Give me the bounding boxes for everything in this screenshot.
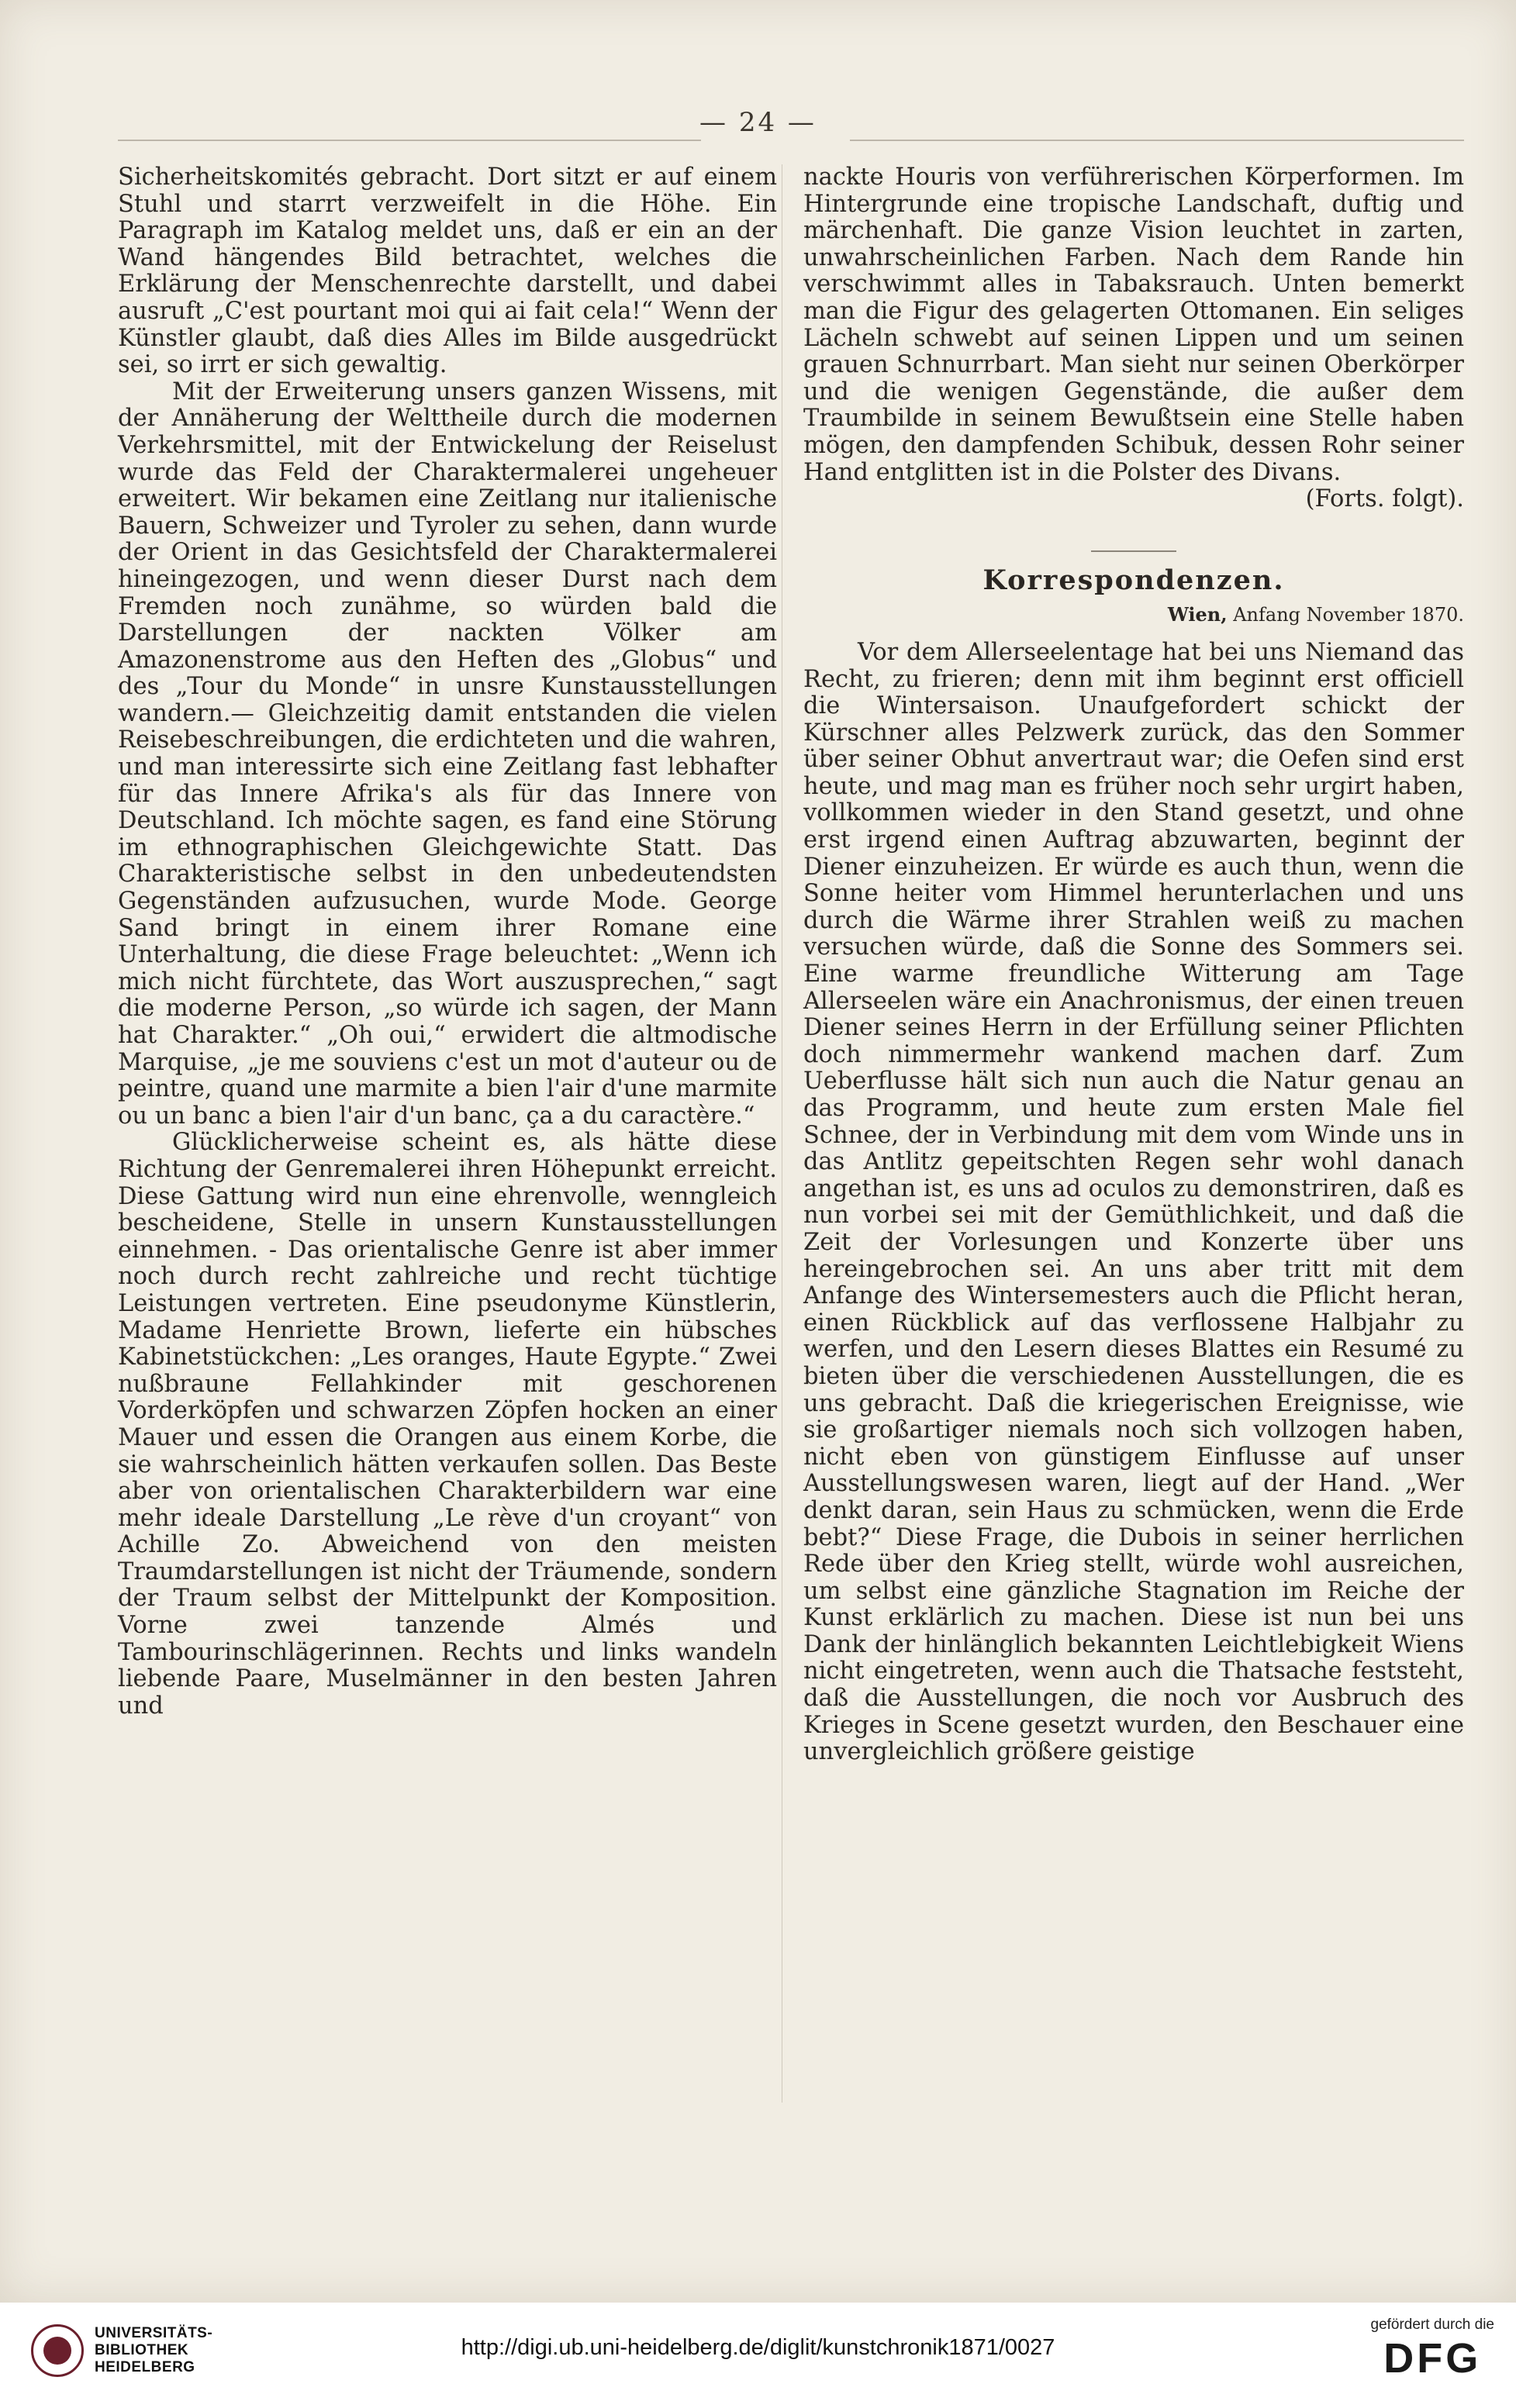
right-paragraph-1: Vor dem Allerseelentage hat bei uns Niemand das Recht, zu frieren; denn mit ihm beginnt erst officiell die Wintersaison. Unaufgefordert schickt der Kürschner alles Pelzwerk zurück, das den Sommer über seiner Obhut anvertraut war; die Oefen sind erst heute, und mag man es früher noch sehr urgirt haben, vollkommen wieder in den Stand gesetzt, und ohne erst irgend einen Auftrag abzuwarten, beginnt der Diener einzuheizen. Er würde es auch thun, wenn die Sonne heiter vom Himmel herunterlachen und uns durch die Wärme ihrer Strahlen weiß zu machen versuchen würde, daß die Sonne des Sommers sei. Eine warme freundliche Witterung am Tage Allerseelen wäre ein Anachronismus, der einen treuen Diener seines Herrn in der Erfüllung seiner Pflichten doch nimmermehr wankend machen darf. Zum Ueberflusse hält sich nun auch die Natur genau an das Programm, und heute zum ersten Male fiel Schnee, der in Verbindung mit dem vom Winde uns in das Antlitz gepeitschten Regen sehr wohl danach angethan ist, es uns ad oculos zu demonstriren, daß es nun vorbei sei mit der Gemüthlichkeit, und daß die Zeit der Vorlesungen und Konzerte über uns hereingebrochen sei. An uns aber tritt mit dem Anfange des Wintersemesters auch die Pflicht heran, einen Rückblick auf das verflossene Halbjahr zu werfen, und den Lesern dieses Blattes ein Resumé zu bieten über die verschiedenen Ausstellungen, die es uns gebracht. Daß die kriegerischen Ereignisse, wie sie großartiger niemals noch sich vollzogen haben, nicht eben von günstigem Einflusse auf unser Ausstellungswesen waren, liegt auf der Hand. „Wer denkt daran, sein Haus zu schmücken, wenn die Erde bebt?“ Diese Frage, die Dubois in seiner herrlichen Rede über den Krieg stellt, würde wohl ausreichen, um selbst eine gänzliche Stagnation im Reiche der Kunst erklärlich zu machen. Diese ist nun bei uns Dank der hinlänglich bekannten Leichtlebigkeit Wiens nicht eingetreten, wenn auch die Thatsache feststeht, daß die Ausstellungen, die noch vor Ausbruch des Krieges in Scene gesetzt wurden, den Beschauer eine unvergleichlich größere geistige	[803, 638, 1464, 1766]
library-name-line2: BIBLIOTHEK	[95, 2342, 189, 2358]
funder-caption: gefördert durch die	[1370, 2317, 1494, 2333]
dateline-date: Anfang November 1870.	[1233, 604, 1464, 626]
continued-note: (Forts. folgt).	[1305, 485, 1464, 513]
left-paragraph-1: Sicherheitskomités gebracht. Dort sitzt er auf einem Stuhl und starrt verzweifelt in die Höhe. Ein Paragraph im Katalog meldet uns, daß er ein an der Wand hängendes Bild betrachtet, welches die Erklärung der Menschenrechte darstellt, und dabei ausruft „C'est pourtant moi qui ai fait cela!“ Wenn der Künstler glaubt, daß dies Alles im Bilde ausgedrückt sei, so irrt er sich gewaltig.	[118, 164, 777, 379]
header-rule-right	[850, 140, 1464, 141]
left-column	[118, 164, 777, 1720]
page-number: — 24 —	[699, 107, 817, 138]
left-paragraph-3: Glücklicherweise scheint es, als hätte diese Richtung der Genremalerei ihren Höhepunkt erreicht. Diese Gattung wird nun eine ehrenvolle, wenngleich bescheidene, Stelle in unsern Kunstausstellungen einnehmen. - Das orientalische Genre ist aber immer noch durch recht zahlreiche und recht tüchtige Leistungen vertreten. Eine pseudonyme Künstlerin, Madame Henriette Brown, lieferte ein hübsches Kabinetstückchen: „Les oranges, Haute Egypte.“ Zwei nußbraune Fellahkinder mit geschorenen Vorderköpfen und schwarzen Zöpfen hocken an einer Mauer und essen die Orangen aus einem Korbe, die sie wahrscheinlich hätten verkaufen sollen. Das Beste aber von orientalischen Charakterbildern war eine mehr ideale Darstellung „Le rève d'un croyant“ von Achille Zo. Abweichend von den meisten Traumdarstellungen ist nicht der Träumende, sondern der Traum selbst der Mittelpunkt der Komposition. Vorne zwei tanzende Almés und Tambourinschlägerinnen. Rechts und links wandeln liebende Paare, Muselmänner in den besten Jahren und	[118, 1129, 777, 1720]
funder-logo[interactable]	[1371, 2317, 1495, 2383]
dfg-logo-icon: DFG	[1383, 2335, 1482, 2382]
library-name-line3: HEIDELBERG	[95, 2359, 195, 2375]
right-intro-paragraph: nackte Houris von verführerischen Körperformen. Im Hintergrunde eine tropische Landschaft, duftig und märchenhaft. Die ganze Vision leuchtet in zarten, unwahrscheinlichen Farben. Nach dem Rande hin verschwimmt alles in Tabaksrauch. Unten bemerkt man die Figur des gelagerten Ottomanen. Ein seliges Lächeln schwebt auf seinen Lippen und um seinen grauen Schnurrbart. Man sieht nur seinen Oberkörper und die wenigen Gegenstände, die außer dem Traumbilde in seinem Bewußtsein eine Stelle haben mögen, den dampfenden Schibuk, dessen Rohr seiner Hand entglitten ist in die Polster des Divans.	[803, 164, 1464, 486]
dateline	[803, 602, 1464, 629]
dateline-place: Wien,	[1167, 603, 1228, 626]
section-separator	[1091, 550, 1176, 552]
library-name-line1: UNIVERSITÄTS-	[95, 2325, 213, 2341]
permalink-url[interactable]: http://digi.ub.uni-heidelberg.de/diglit/kunstchronik1871/0027	[461, 2335, 1055, 2360]
right-column	[803, 164, 1464, 1766]
left-paragraph-2: Mit der Erweiterung unsers ganzen Wissens, mit der Annäherung der Welttheile durch die modernen Verkehrsmittel, mit der Entwickelung der Reiselust wurde das Feld der Charaktermalerei ungeheuer erweitert. Wir bekamen eine Zeitlang nur italienische Bauern, Schweizer und Tyroler zu sehen, dann wurde der Orient in das Gesichtsfeld der Charaktermalerei hineingezogen, und wenn dieser Durst nach dem Fremden noch zunähme, so würden bald die Darstellungen der nackten Völker am Amazonenstrome aus den Heften des „Globus“ und des „Tour du Monde“ in unsre Kunstausstellungen wandern.— Gleichzeitig damit entstanden die vielen Reisebeschreibungen, die erdichteten und die wahren, und man interessirte sich eine Zeitlang fast lebhafter für das Innere Afrika's als für das Innere von Deutschland. Ich möchte sagen, es fand eine Störung im ethnographischen Gleichgewichte Statt. Das Charakteristische selbst in den unbedeutendsten Gegenständen aufzusuchen, wurde Mode. George Sand bringt in einem ihrer Romane eine Unterhaltung, die diese Frage beleuchtet: „Wenn ich mich nicht fürchtete, das Wort auszusprechen,“ sagt die moderne Person, „so würde ich sagen, der Mann hat Charakter.“ „Oh oui,“ erwidert die altmodische Marquise, „je me souviens c'est un mot d'auteur ou de peintre, quand une marmite a bien l'air d'une marmite ou un banc a bien l'air d'un banc, ça a du caractère.“	[118, 378, 777, 1130]
section-title: Korrespondenzen.	[982, 564, 1285, 596]
header-rule-left	[118, 140, 701, 141]
